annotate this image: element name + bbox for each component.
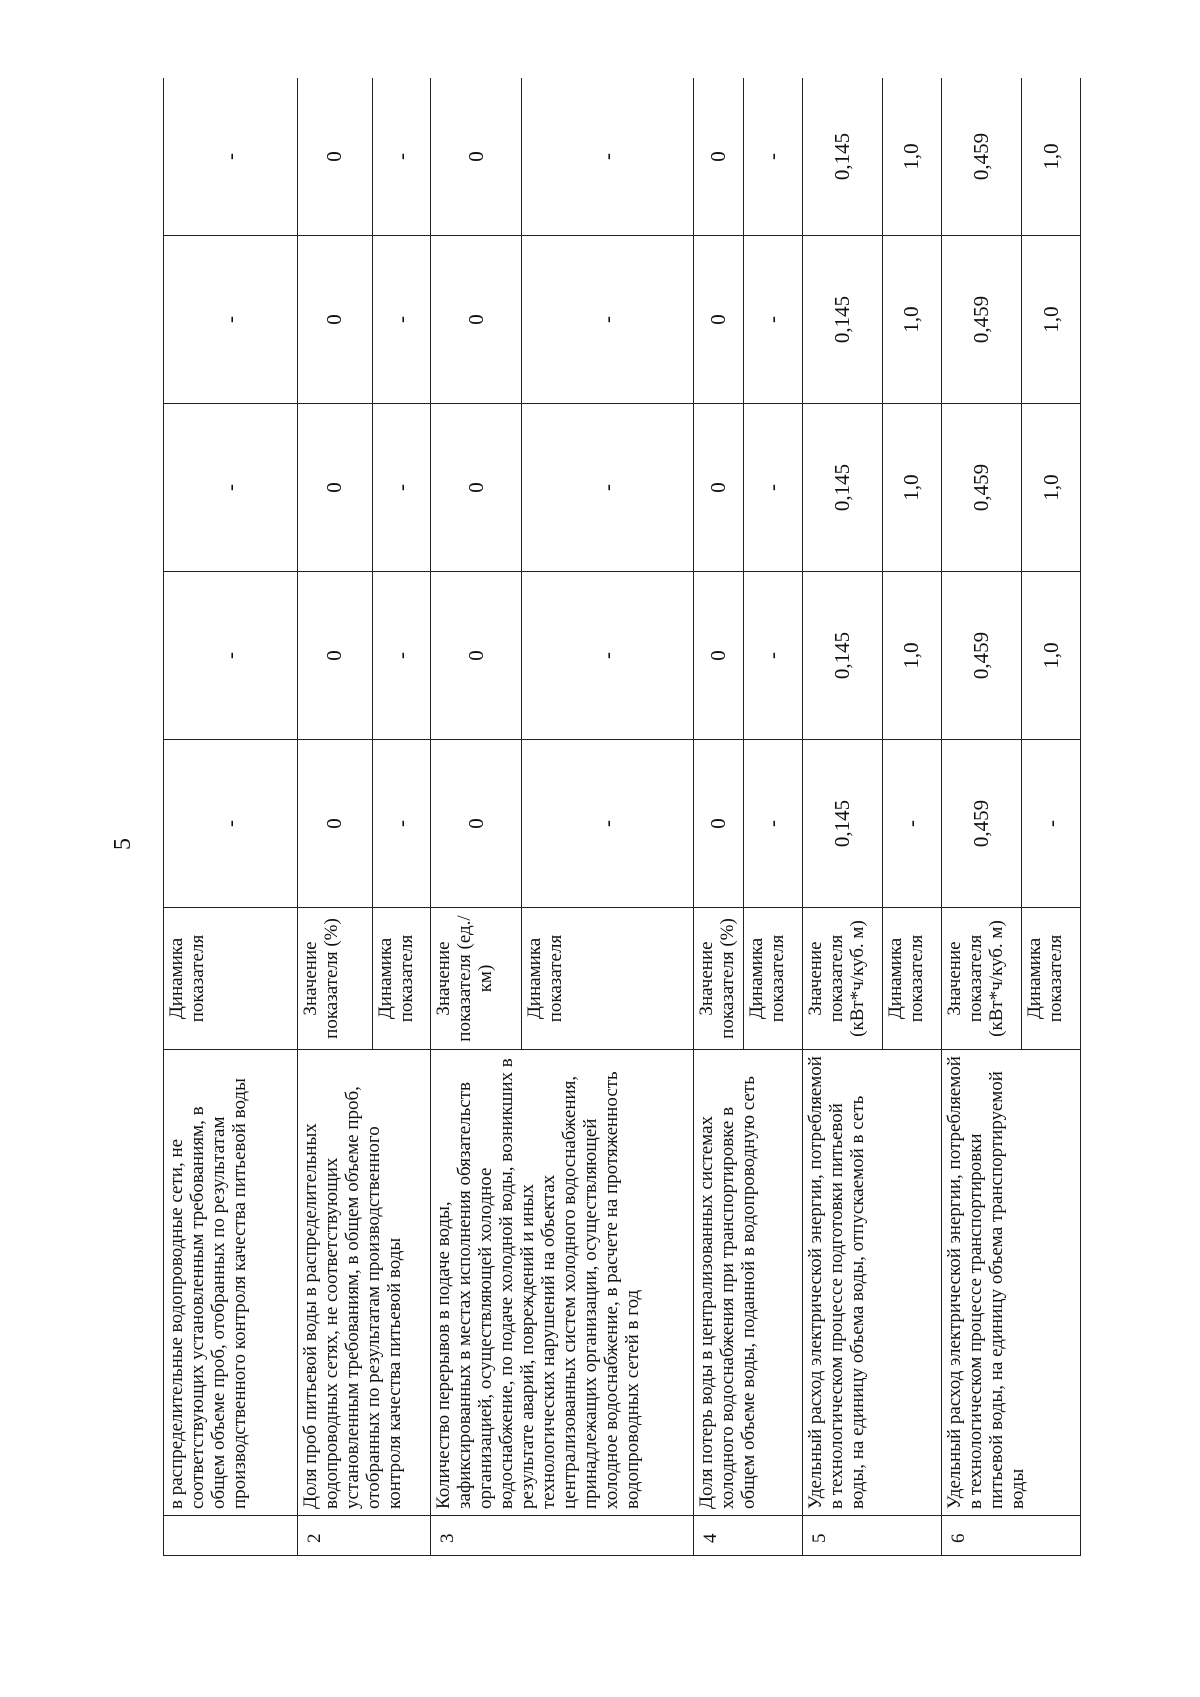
row-number: 4 <box>693 1516 802 1556</box>
indicator-value: - <box>743 572 802 740</box>
indicator-value: 0 <box>431 740 522 908</box>
indicator-value: 0 <box>693 236 743 404</box>
indicator-value: 0 <box>693 78 743 236</box>
indicator-unit-label: Значение показателя (кВт*ч/куб. м) <box>802 908 882 1050</box>
indicator-value: - <box>522 740 693 908</box>
indicator-value: - <box>743 740 802 908</box>
indicator-value: - <box>164 740 298 908</box>
indicator-unit-label: Значение показателя (%) <box>693 908 743 1050</box>
indicator-value: - <box>372 78 431 236</box>
table-row <box>164 78 298 1556</box>
indicator-value: - <box>164 572 298 740</box>
row-number <box>164 1516 298 1556</box>
indicator-value: - <box>522 78 693 236</box>
indicator-value: - <box>743 236 802 404</box>
indicator-unit-label: Динамика показателя <box>882 908 941 1050</box>
table-row <box>431 78 522 1556</box>
indicator-value: 0 <box>693 572 743 740</box>
indicator-value: 0 <box>431 404 522 572</box>
indicator-name: Доля потерь воды в централизованных системах холодного водоснабжения при транспортировке в общем объеме воды, поданной в водопроводную сеть <box>693 1050 802 1516</box>
indicator-value: 1,0 <box>882 404 941 572</box>
indicator-value: 0 <box>693 404 743 572</box>
indicator-name: Количество перерывов в подаче воды, зафиксированных в местах исполнения обязательств организацией, осуществляющей холодное водоснабжение, по подаче холодной воды, возникших в результате аварий, повреждений и иных технологических нарушений на объектах централизованных систем холодного водоснабжения, принадлежащих организации, осуществляющей холодное водоснабжение, в расчете на протяженность водопроводных сетей в год <box>431 1050 693 1516</box>
indicator-value: 0 <box>297 236 372 404</box>
indicator-value: 1,0 <box>1022 404 1081 572</box>
indicator-value: - <box>372 740 431 908</box>
table-region <box>163 78 1081 1556</box>
indicator-value: 1,0 <box>1022 572 1081 740</box>
indicator-unit-label: Динамика показателя <box>1022 908 1081 1050</box>
row-number: 3 <box>431 1516 693 1556</box>
indicator-name: в распределительные водопроводные сети, не соответствующих установленным требованиям, в общем объеме проб, отобранных по результатам производственного контроля качества питьевой воды <box>164 1050 298 1516</box>
indicator-value: 0 <box>431 78 522 236</box>
indicator-name: Удельный расход электрической энергии, потребляемой в технологическом процессе транспортировки питьевой воды, на единицу объема транспортируемой воды <box>941 1050 1080 1516</box>
indicator-value: - <box>522 404 693 572</box>
indicator-value: 0 <box>431 236 522 404</box>
indicator-value: 1,0 <box>882 236 941 404</box>
indicator-value: 0,145 <box>802 236 882 404</box>
table-row <box>297 78 372 1556</box>
indicator-value: 0,145 <box>802 78 882 236</box>
indicator-value: 0 <box>297 78 372 236</box>
indicator-value: - <box>372 404 431 572</box>
table-wrap <box>163 78 1081 1556</box>
indicator-value: 0,459 <box>941 404 1021 572</box>
indicator-value: 0,145 <box>802 404 882 572</box>
indicator-value: 0,459 <box>941 236 1021 404</box>
indicator-value: 0 <box>693 740 743 908</box>
indicator-unit-label: Значение показателя (%) <box>297 908 372 1050</box>
indicator-value: 1,0 <box>882 572 941 740</box>
indicator-value: 0,459 <box>941 572 1021 740</box>
indicator-value: 1,0 <box>1022 78 1081 236</box>
indicator-value: 0 <box>431 572 522 740</box>
indicator-unit-label: Динамика показателя <box>372 908 431 1050</box>
indicator-unit-label: Динамика показателя <box>743 908 802 1050</box>
indicators-table <box>163 78 1081 1556</box>
indicator-value: 0,459 <box>941 740 1021 908</box>
indicator-value: - <box>164 78 298 236</box>
indicator-value: - <box>372 236 431 404</box>
indicator-value: 1,0 <box>1022 236 1081 404</box>
indicator-value: 0 <box>297 740 372 908</box>
indicator-value: 0,145 <box>802 572 882 740</box>
indicator-value: - <box>164 236 298 404</box>
indicator-unit-label: Динамика показателя <box>164 908 298 1050</box>
indicator-value: - <box>743 78 802 236</box>
indicator-value: 0 <box>297 404 372 572</box>
indicator-value: - <box>1022 740 1081 908</box>
indicator-unit-label: Значение показателя (ед./км) <box>431 908 522 1050</box>
indicator-value: - <box>882 740 941 908</box>
indicator-value: - <box>522 236 693 404</box>
indicator-unit-label: Динамика показателя <box>522 908 693 1050</box>
indicator-value: - <box>164 404 298 572</box>
indicator-value: - <box>372 572 431 740</box>
indicator-value: 1,0 <box>882 78 941 236</box>
table-row <box>802 78 882 1556</box>
indicator-name: Доля проб питьевой воды в распределительных водопроводных сетях, не соответствующих установленным требованиям, в общем объеме проб, отобранных по результатам производственного контроля качества питьевой воды <box>297 1050 431 1516</box>
indicator-value: 0,459 <box>941 78 1021 236</box>
row-number: 2 <box>297 1516 431 1556</box>
indicator-value: 0,145 <box>802 740 882 908</box>
table-row <box>941 78 1021 1556</box>
row-number: 6 <box>941 1516 1080 1556</box>
indicator-value: - <box>522 572 693 740</box>
indicator-value: 0 <box>297 572 372 740</box>
page-number: 5 <box>110 838 136 850</box>
indicator-value: - <box>743 404 802 572</box>
row-number: 5 <box>802 1516 941 1556</box>
table-body <box>164 78 1081 1556</box>
indicator-name: Удельный расход электрической энергии, потребляемой в технологическом процессе подготовки питьевой воды, на единицу объема воды, отпускаемой в сеть <box>802 1050 941 1516</box>
indicator-unit-label: Значение показателя (кВт*ч/куб. м) <box>941 908 1021 1050</box>
table-row <box>693 78 743 1556</box>
